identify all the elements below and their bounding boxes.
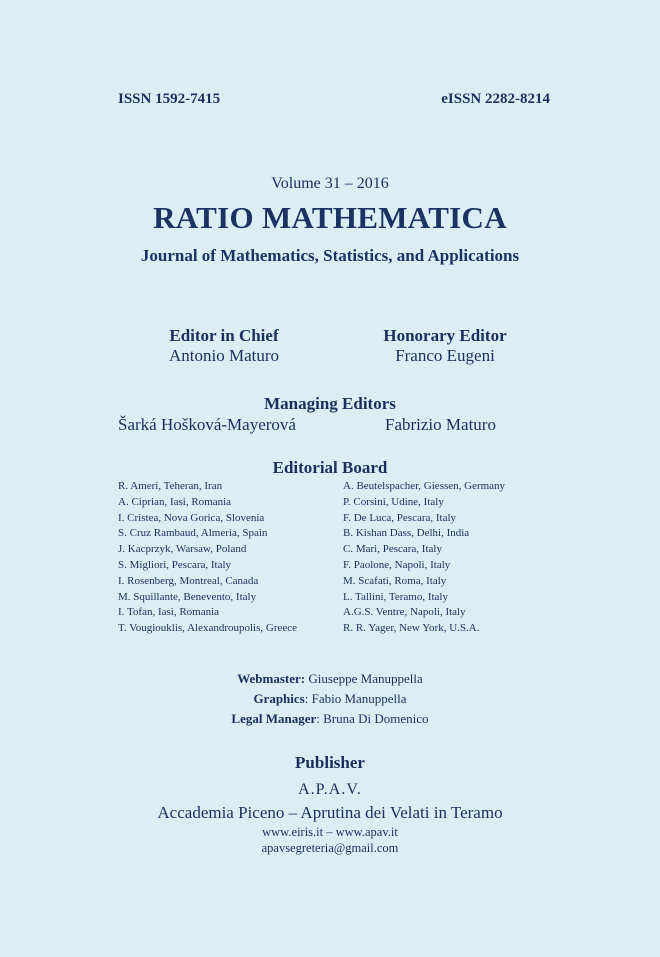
board-member: I. Rosenberg, Montreal, Canada	[118, 574, 259, 587]
board-member: I. Tofan, Iasi, Romania	[118, 606, 220, 619]
honorary-editor-label: Honorary Editor	[383, 326, 507, 345]
graphics-label: Graphics	[253, 691, 305, 706]
issn-electronic: eISSN 2282-8214	[441, 91, 550, 107]
editor-in-chief-label: Editor in Chief	[169, 326, 279, 345]
issn-print: ISSN 1592-7415	[118, 91, 221, 107]
board-member: M. Squillante, Benevento, Italy	[118, 590, 257, 603]
board-member: C. Mari, Pescara, Italy	[343, 543, 442, 556]
editor-in-chief-name: Antonio Maturo	[168, 346, 280, 365]
publisher-email: apavsegreteria@gmail.com	[261, 841, 399, 855]
editorial-board-right-column	[343, 479, 505, 637]
board-member: T. Vougiouklis, Alexandroupolis, Greece	[118, 622, 298, 635]
board-member: M. Scafati, Roma, Italy	[343, 574, 447, 587]
board-member: A.G.S. Ventre, Napoli, Italy	[343, 606, 466, 619]
managing-editor-name: Fabrizio Maturo	[385, 415, 496, 434]
board-member: L. Tallini, Teramo, Italy	[343, 590, 448, 603]
legal-manager-name: : Bruna Di Domenico	[316, 711, 429, 726]
board-member: A. Beutelspacher, Giessen, Germany	[343, 480, 506, 492]
board-member: P. Corsini, Udine, Italy	[343, 495, 444, 508]
publisher-name: Accademia Piceno – Aprutina dei Velati in Teramo	[157, 803, 503, 822]
honorary-editor-block	[325, 326, 565, 366]
legal-manager-line	[0, 709, 660, 729]
webmaster-line	[0, 669, 660, 689]
volume-year: Volume 31 – 2016	[271, 175, 389, 192]
board-member: A. Ciprian, Iasi, Romania	[118, 495, 232, 508]
board-member: R. Ameri, Teheran, Iran	[118, 480, 223, 492]
editor-in-chief-block	[104, 326, 344, 366]
board-member: S. Migliori, Pescara, Italy	[118, 558, 232, 571]
board-member: S. Cruz Rambaud, Almeria, Spain	[118, 527, 268, 540]
managing-editors-heading: Managing Editors	[264, 394, 396, 413]
publisher-abbreviation: A.P.A.V.	[298, 781, 362, 798]
editorial-board-left-column	[118, 479, 297, 637]
webmaster-name: Giuseppe Manuppella	[305, 671, 423, 686]
board-member: R. R. Yager, New York, U.S.A.	[343, 622, 480, 635]
honorary-editor-name: Franco Eugeni	[395, 346, 495, 365]
legal-manager-label: Legal Manager	[231, 711, 317, 726]
board-member: B. Kishan Dass, Delhi, India	[343, 527, 470, 540]
publisher-heading: Publisher	[295, 753, 365, 772]
board-member: F. Paolone, Napoli, Italy	[343, 558, 451, 571]
board-member: F. De Luca, Pescara, Italy	[343, 511, 457, 524]
publisher-websites: www.eiris.it – www.apav.it	[262, 825, 398, 839]
journal-title: RATIO MATHEMATICA	[153, 200, 507, 235]
managing-editor-name: Šarká Hošková-Mayerová	[118, 415, 296, 434]
graphics-name: : Fabio Manuppella	[304, 691, 407, 706]
editorial-board-heading: Editorial Board	[272, 458, 388, 477]
webmaster-label: Webmaster:	[237, 671, 306, 686]
graphics-line	[0, 689, 660, 709]
journal-subtitle: Journal of Mathematics, Statistics, and Applications	[140, 246, 520, 265]
board-member: J. Kacprzyk, Warsaw, Poland	[118, 543, 247, 556]
board-member: I. Cristea, Nova Gorica, Slovenia	[118, 511, 265, 524]
